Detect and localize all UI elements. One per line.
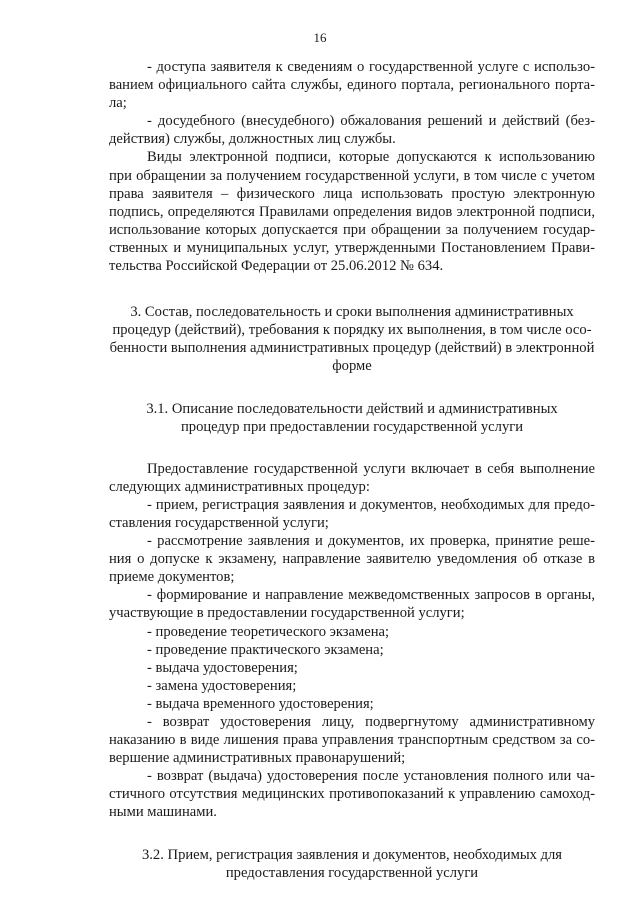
procedure-item: - проведение практического экзамена; xyxy=(147,641,384,658)
procedure-item: - рассмотрение заявления и документов, их проверка, принятие решения о допуске к экзамену, направление заявителю уведомления об отказе в приеме документов; xyxy=(109,533,595,586)
procedure-item: - возврат (выдача) удостоверения после установления полного или частичного отсутствия медицинских противопоказаний к управлению самоходными машинами. xyxy=(109,768,595,821)
procedure-item: - формирование и направление межведомственных запросов в органы, участвующие в предоставлении государственной услуги; xyxy=(109,587,595,622)
paragraph-appeal: - досудебного (внесудебного) обжалования решений и действий (бездействия) службы, должностных лиц службы. xyxy=(109,113,595,148)
procedure-item: - проведение теоретического экзамена; xyxy=(147,623,390,640)
paragraph-site-access: - доступа заявителя к сведениям о государственной услуге с использованием официального сайта службы, единого портала, регионального портала; xyxy=(109,59,595,112)
section-3-1-heading: 3.1. Описание последовательности действий и административных процедур при предоставлении государственной услуги xyxy=(146,400,558,435)
paragraph-electronic-signature: Виды электронной подписи, которые допускаются к использованию при обращении за получением государственной услуги, в том числе с учетом права заявителя – физического лица использовать простую электронную подпись, определяются Правилами определения видов электронной подписи, использование которых допускается при обращении за получением государственных и муниципальных услуг, утвержденными Постановлением Правительства Российской Федерации от 25.06.2012 № 634. xyxy=(109,149,595,275)
spacer xyxy=(109,376,595,400)
procedure-item: - замена удостоверения; xyxy=(147,677,297,694)
section-3-heading: 3. Состав, последовательность и сроки выполнения административных процедур (действий), требования к порядку их выполнения, в том числе особенности выполнения административных процедур (действий) в электронной форме xyxy=(109,304,595,375)
section-3-2-heading: 3.2. Прием, регистрация заявления и документов, необходимых для предоставления государственной услуги xyxy=(141,846,563,881)
procedure-item: - прием, регистрация заявления и документов, необходимых для предоставления государственной услуги; xyxy=(109,496,595,531)
document-body xyxy=(109,58,595,882)
spacer xyxy=(109,436,595,460)
procedure-item: - возврат удостоверения лицу, подвергнутому административному наказанию в виде лишения права управления транспортным средством за совершение административных правонарушений; xyxy=(109,714,595,767)
procedures-intro: Предоставление государственной услуги включает в себя выполнение следующих административных процедур: xyxy=(109,460,595,495)
spacer xyxy=(109,275,595,303)
procedure-item: - выдача удостоверения; xyxy=(147,659,298,676)
spacer xyxy=(109,822,595,846)
procedure-item: - выдача временного удостоверения; xyxy=(147,695,374,712)
page-number: 16 xyxy=(313,30,327,45)
